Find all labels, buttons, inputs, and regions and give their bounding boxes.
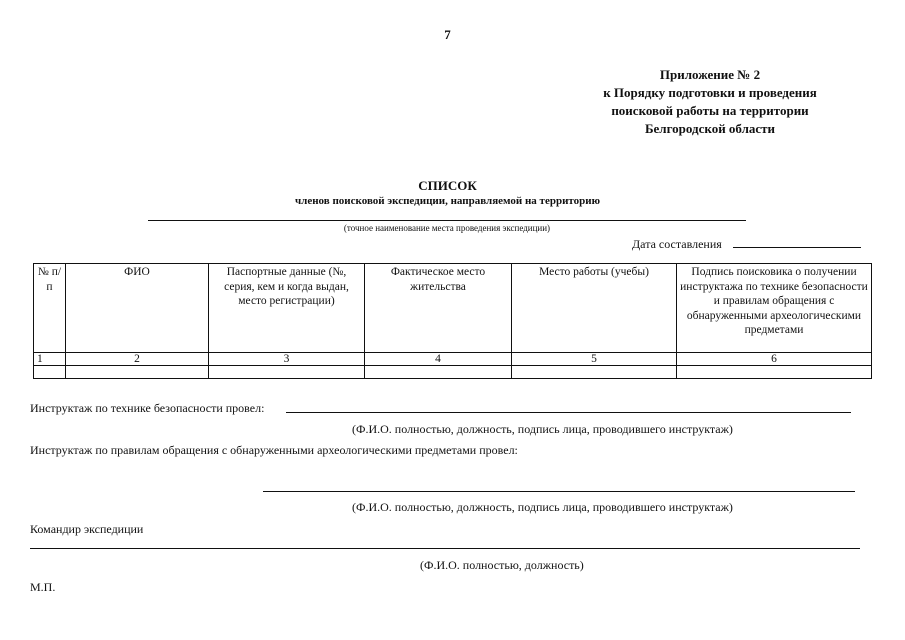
stamp-label: М.П. bbox=[30, 580, 56, 594]
header-residence: Фактическое место жительства bbox=[365, 264, 512, 353]
header-passport: Паспортные данные (№, серия, кем и когда выдан, место регистрации) bbox=[209, 264, 365, 353]
members-table bbox=[33, 263, 872, 379]
header-signature: Подпись поисковика о получении инструктажа по технике безопасности и правилам обращения с обнаруженными археологическими предметами bbox=[677, 264, 872, 353]
document-subtitle: членов поисковой экспедиции, направляемой на территорию bbox=[294, 195, 601, 207]
header-workplace: Место работы (учебы) bbox=[512, 264, 677, 353]
place-fill-line[interactable] bbox=[148, 220, 746, 221]
date-label: Дата составления bbox=[632, 237, 722, 251]
table-cell[interactable] bbox=[512, 366, 677, 379]
commander-label: Командир экспедиции bbox=[30, 522, 144, 536]
table-cell[interactable] bbox=[34, 366, 66, 379]
appendix-line: поисковой работы на территории bbox=[611, 103, 809, 118]
header-full-name: ФИО bbox=[66, 264, 209, 353]
column-number: 5 bbox=[512, 353, 677, 366]
artifacts-instructor-fill-line[interactable] bbox=[263, 491, 855, 492]
document-title: СПИСОК bbox=[418, 178, 477, 193]
commander-fill-line[interactable] bbox=[30, 548, 860, 549]
appendix-line: Белгородской области bbox=[644, 121, 776, 136]
appendix-line: к Порядку подготовки и проведения bbox=[603, 85, 817, 100]
page-number: 7 bbox=[444, 27, 451, 42]
table-row bbox=[34, 366, 872, 379]
column-number: 6 bbox=[677, 353, 872, 366]
artifacts-signature-hint: (Ф.И.О. полностью, должность, подпись лица, проводившего инструктаж) bbox=[352, 500, 733, 514]
table-numbering-row bbox=[34, 353, 872, 366]
table-cell[interactable] bbox=[66, 366, 209, 379]
table-cell[interactable] bbox=[677, 366, 872, 379]
safety-instruction-label: Инструктаж по технике безопасности провел: bbox=[30, 401, 265, 415]
appendix-header bbox=[560, 66, 860, 138]
safety-instructor-fill-line[interactable] bbox=[286, 412, 851, 413]
commander-hint: (Ф.И.О. полностью, должность) bbox=[420, 558, 584, 572]
column-number: 2 bbox=[66, 353, 209, 366]
artifacts-instruction-label: Инструктаж по правилам обращения с обнаруженными археологическими предметами провел: bbox=[30, 443, 518, 457]
column-number: 3 bbox=[209, 353, 365, 366]
table-cell[interactable] bbox=[209, 366, 365, 379]
safety-signature-hint: (Ф.И.О. полностью, должность, подпись лица, проводившего инструктаж) bbox=[352, 422, 733, 436]
appendix-title: Приложение № 2 bbox=[659, 67, 761, 82]
column-number: 4 bbox=[365, 353, 512, 366]
column-number: 1 bbox=[34, 353, 66, 366]
header-number: № п/п bbox=[34, 264, 66, 353]
table-header-row bbox=[34, 264, 872, 353]
table-cell[interactable] bbox=[365, 366, 512, 379]
date-fill-line[interactable] bbox=[733, 247, 861, 248]
place-hint: (точное наименование места проведения экспедиции) bbox=[343, 223, 551, 233]
